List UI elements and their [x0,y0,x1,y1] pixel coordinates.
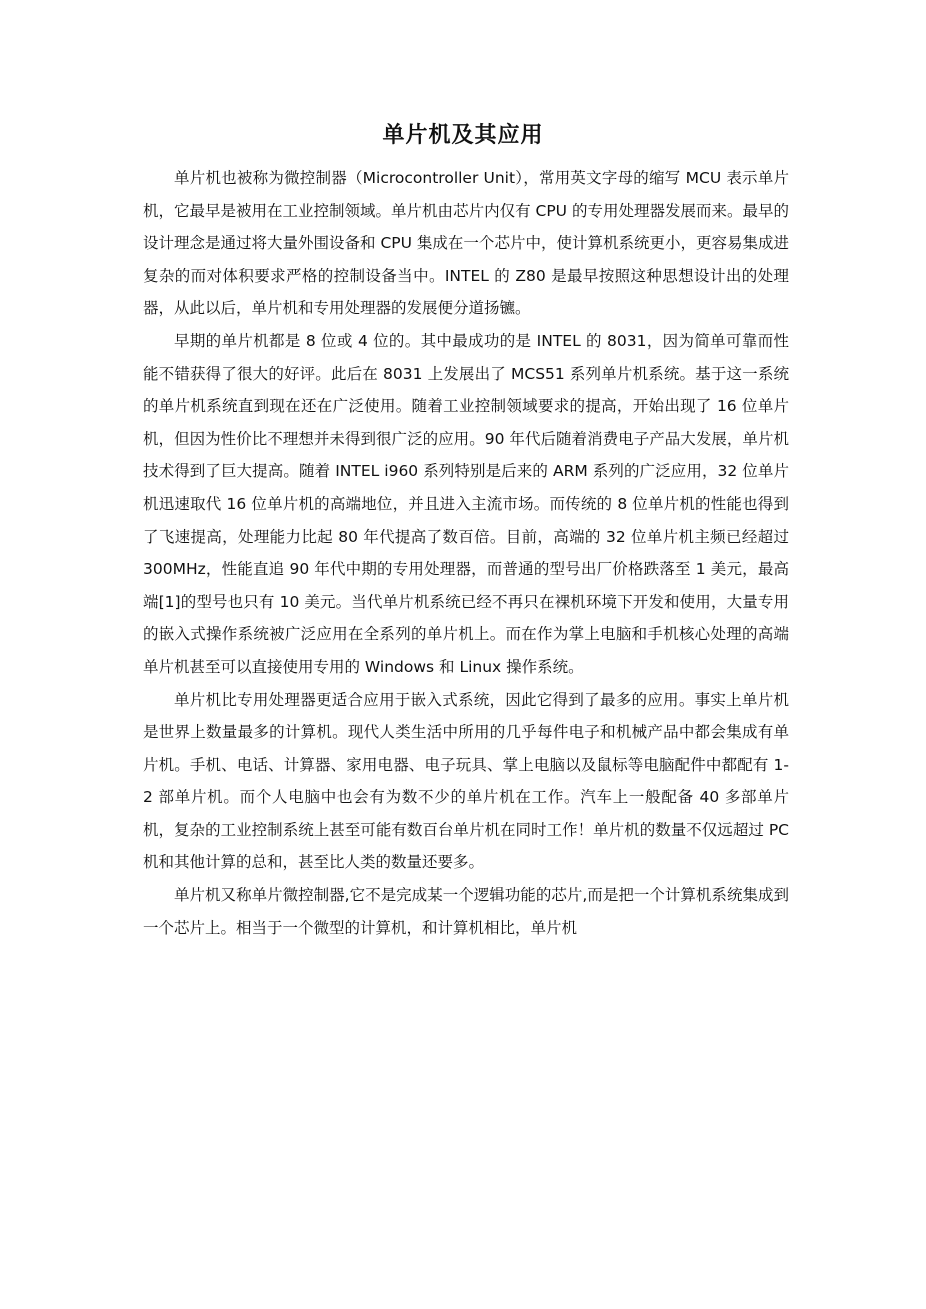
document-title: 单片机及其应用 [382,123,544,148]
paragraph-2: 早期的单片机都是 8 位或 4 位的。其中最成功的是 INTEL 的 8031，因为简单可靠而性能不错获得了很大的好评。此后在 8031 上发展出了 MCS51 系列单片机系统。基于这一系统的单片机系统直到现在还在广泛使用。随着工业控制领域要求的提高，开始出现了 16 位单片机，但因为性价比不理想并未得到很广泛的应用。90 年代后随着消费电子产品大发展，单片机技术得到了巨大提高。随着 INTEL i960 系列特别是后来的 ARM 系列的广泛应用，32 位单片机迅速取代 16 位单片机的高端地位，并且进入主流市场。而传统的 8 位单片机的性能也得到了飞速提高，处理能力比起 80 年代提高了数百倍。目前，高端的 32 位单片机主频已经超过 300MHz，性能直追 90 年代中期的专用处理器，而普通的型号出厂价格跌落至 1 美元，最高端[1]的型号也只有 10 美元。当代单片机系统已经不再只在裸机环境下开发和使用，大量专用的嵌入式操作系统被广泛应用在全系列的单片机上。而在作为掌上电脑和手机核心处理的高端单片机甚至可以直接使用专用的 Windows 和 Linux 操作系统。 [143,331,789,676]
paragraph-4: 单片机又称单片微控制器,它不是完成某一个逻辑功能的芯片,而是把一个计算机系统集成到一个芯片上。相当于一个微型的计算机，和计算机相比，单片机 [143,886,789,937]
document-body [143,162,789,944]
paragraph-1: 单片机也被称为微控制器（Microcontroller Unit），常用英文字母的缩写 MCU 表示单片机，它最早是被用在工业控制领域。单片机由芯片内仅有 CPU 的专用处理器发展而来。最早的设计理念是通过将大量外围设备和 CPU 集成在一个芯片中，使计算机系统更小，更容易集成进复杂的而对体积要求严格的控制设备当中。INTEL 的 Z80 是最早按照这种思想设计出的处理器，从此以后，单片机和专用处理器的发展便分道扬镳。 [143,169,789,318]
paragraph-3: 单片机比专用处理器更适合应用于嵌入式系统，因此它得到了最多的应用。事实上单片机是世界上数量最多的计算机。现代人类生活中所用的几乎每件电子和机械产品中都会集成有单片机。手机、电话、计算器、家用电器、电子玩具、掌上电脑以及鼠标等电脑配件中都配有 1-2 部单片机。而个人电脑中也会有为数不少的单片机在工作。汽车上一般配备 40 多部单片机，复杂的工业控制系统上甚至可能有数百台单片机在同时工作！单片机的数量不仅远超过 PC 机和其他计算的总和，甚至比人类的数量还要多。 [143,690,789,872]
